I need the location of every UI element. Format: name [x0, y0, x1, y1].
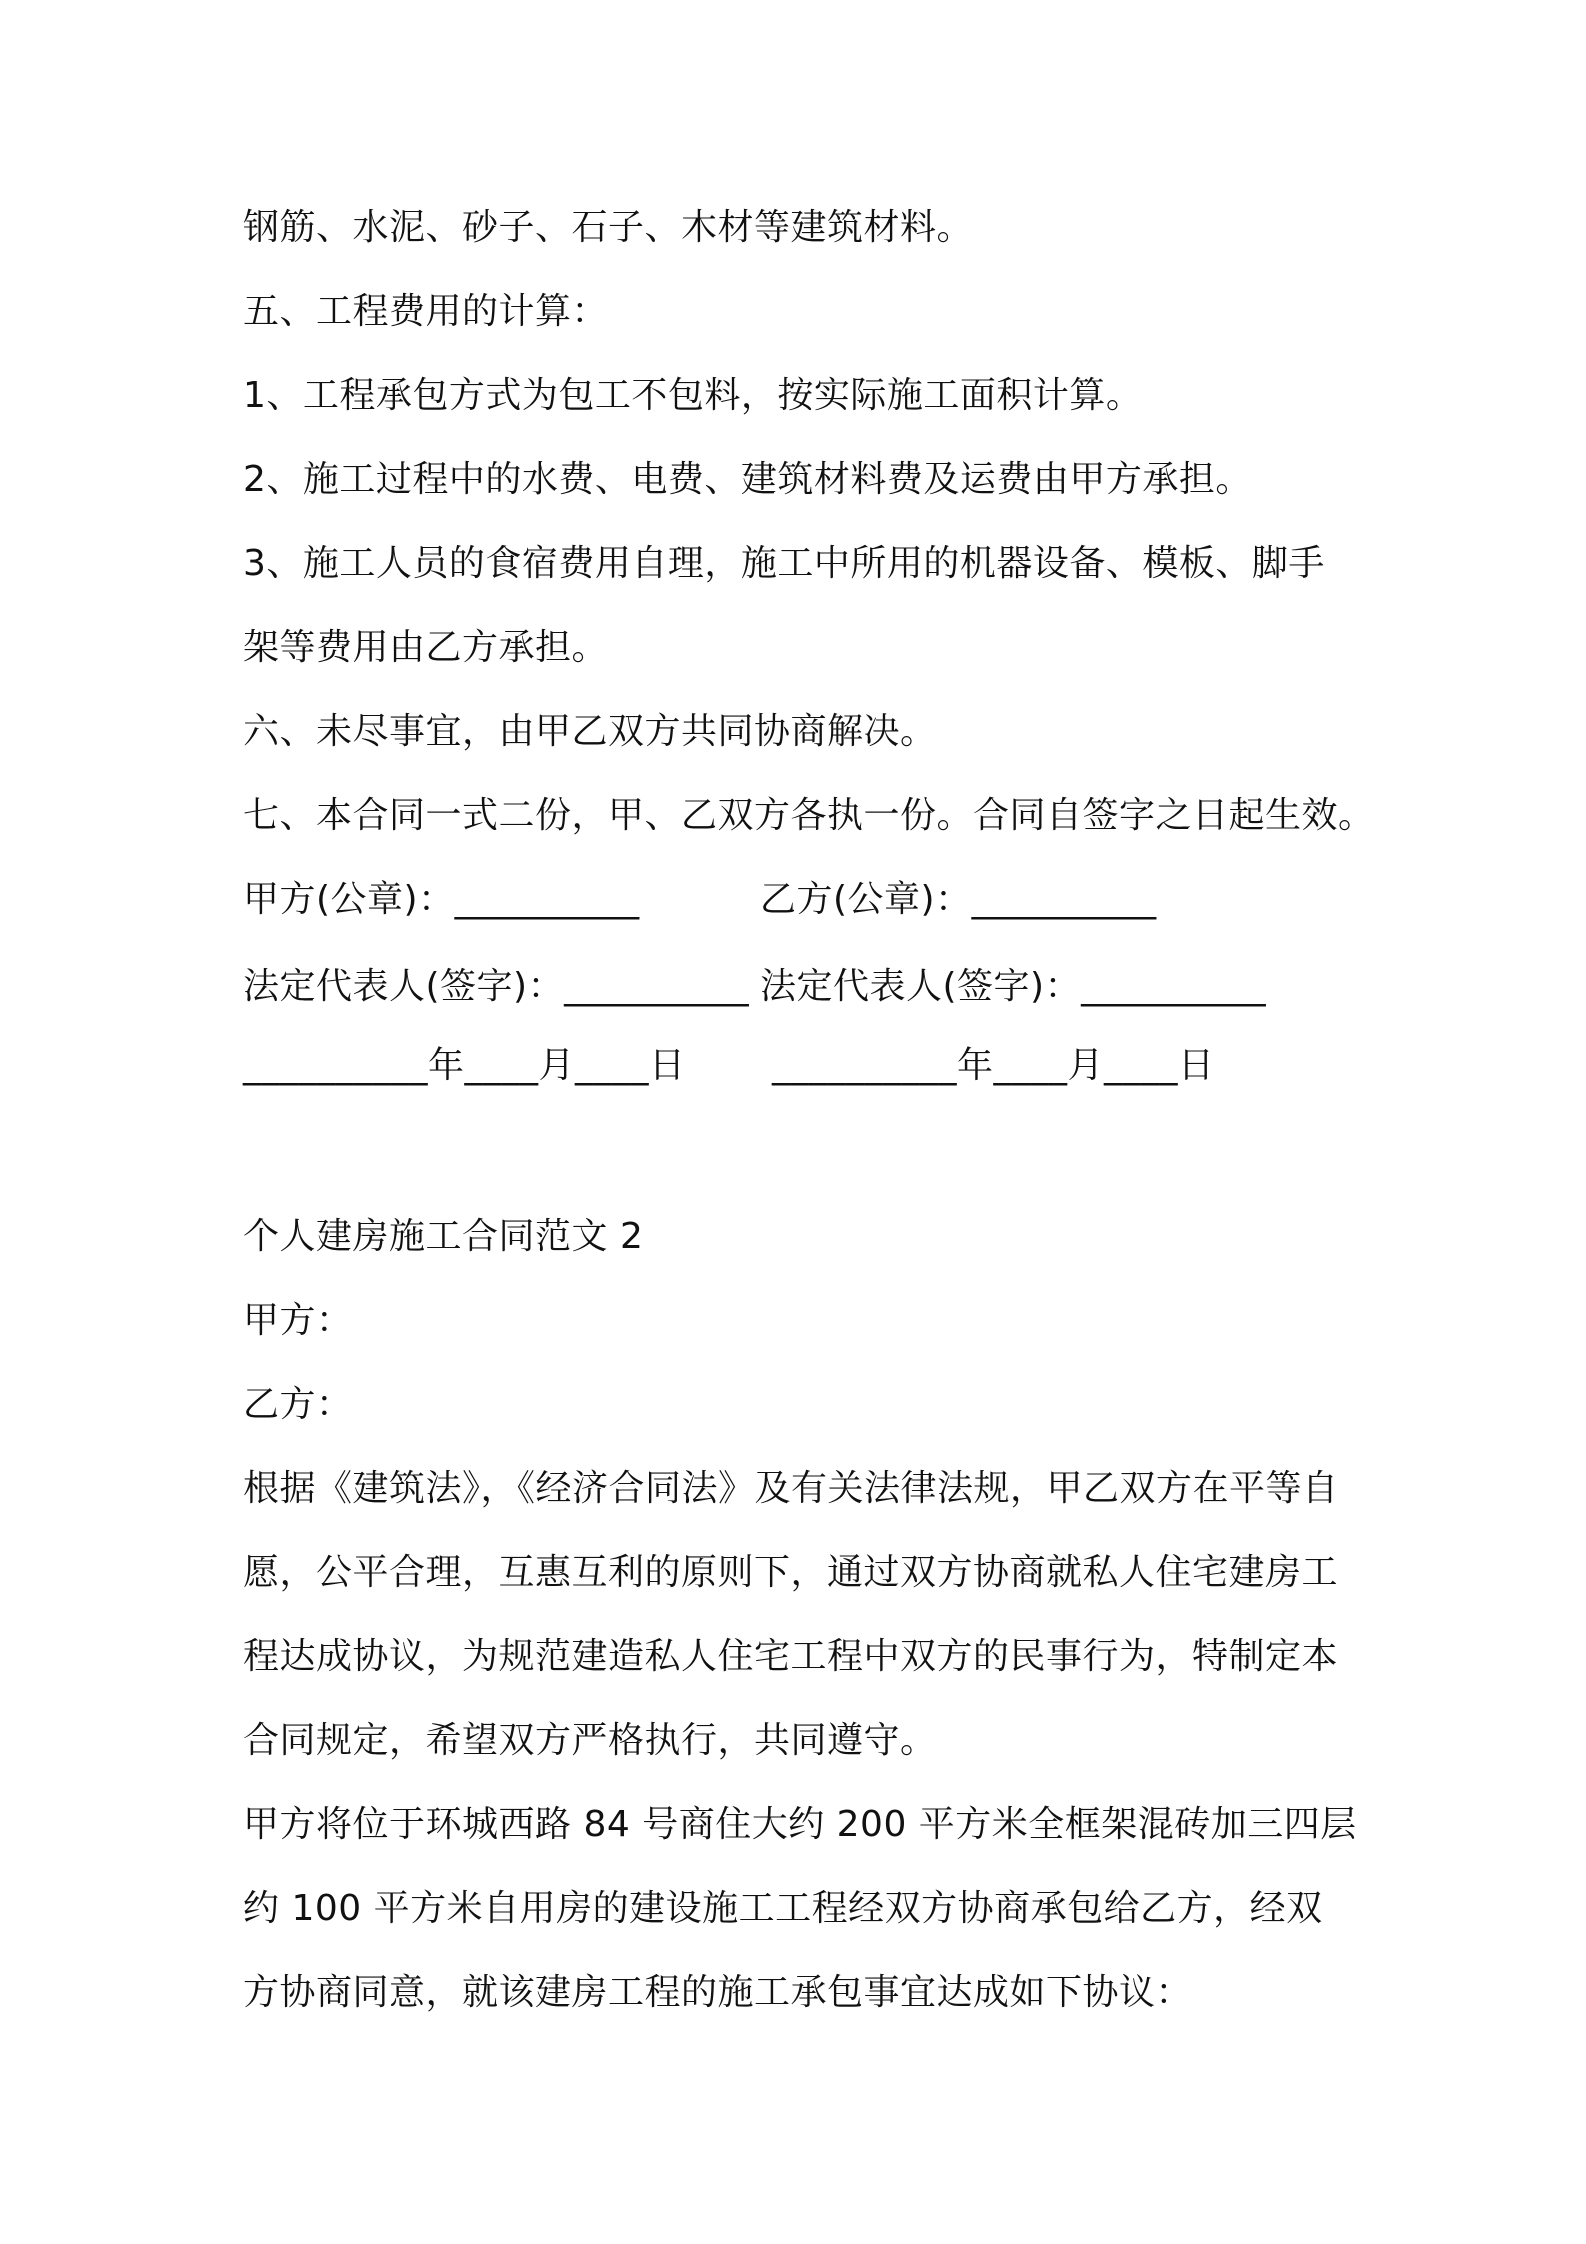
text-line: 根据《建筑法》，《经济合同法》及有关法律法规，甲乙双方在平等自: [243, 1468, 1339, 1509]
party-a-seal-field: 甲方(公章)：__________: [243, 879, 640, 920]
text-line: 甲方将位于环城西路 84 号商住大约 200 平方米全框架混砖加三四层: [243, 1804, 1357, 1845]
party-b-rep-field: 法定代表人(签字)：__________: [760, 966, 1267, 1007]
text-line: 合同规定，希望双方严格执行，共同遵守。: [243, 1720, 937, 1761]
party-b-date-field: __________年____月____日: [772, 1045, 1215, 1086]
party-b-label: 乙方：: [243, 1384, 353, 1425]
document-title: 个人建房施工合同范文 2: [243, 1216, 644, 1257]
party-b-seal-field: 乙方(公章)：__________: [760, 879, 1157, 920]
party-a-date-field: __________年____月____日: [243, 1045, 686, 1086]
text-line: 约 100 平方米自用房的建设施工工程经双方协商承包给乙方，经双: [243, 1888, 1323, 1929]
text-line: 方协商同意，就该建房工程的施工承包事宜达成如下协议：: [243, 1972, 1193, 2013]
text-line: 程达成协议，为规范建造私人住宅工程中双方的民事行为，特制定本: [243, 1636, 1339, 1677]
text-line: 钢筋、水泥、砂子、石子、木材等建筑材料。: [243, 207, 974, 248]
text-line: 愿，公平合理，互惠互利的原则下，通过双方协商就私人住宅建房工: [243, 1552, 1339, 1593]
party-a-label: 甲方：: [243, 1300, 353, 1341]
text-line: 3、施工人员的食宿费用自理，施工中所用的机器设备、模板、脚手: [243, 543, 1325, 584]
text-line: 六、未尽事宜，由甲乙双方共同协商解决。: [243, 711, 937, 752]
section-heading: 五、工程费用的计算：: [243, 291, 609, 332]
text-line: 七、本合同一式二份，甲、乙双方各执一份。合同自签字之日起生效。: [243, 795, 1375, 836]
party-a-rep-field: 法定代表人(签字)：__________: [243, 966, 750, 1007]
text-line: 架等费用由乙方承担。: [243, 627, 609, 668]
text-line: 2、施工过程中的水费、电费、建筑材料费及运费由甲方承担。: [243, 459, 1252, 500]
text-line: 1、工程承包方式为包工不包料，按实际施工面积计算。: [243, 375, 1143, 416]
